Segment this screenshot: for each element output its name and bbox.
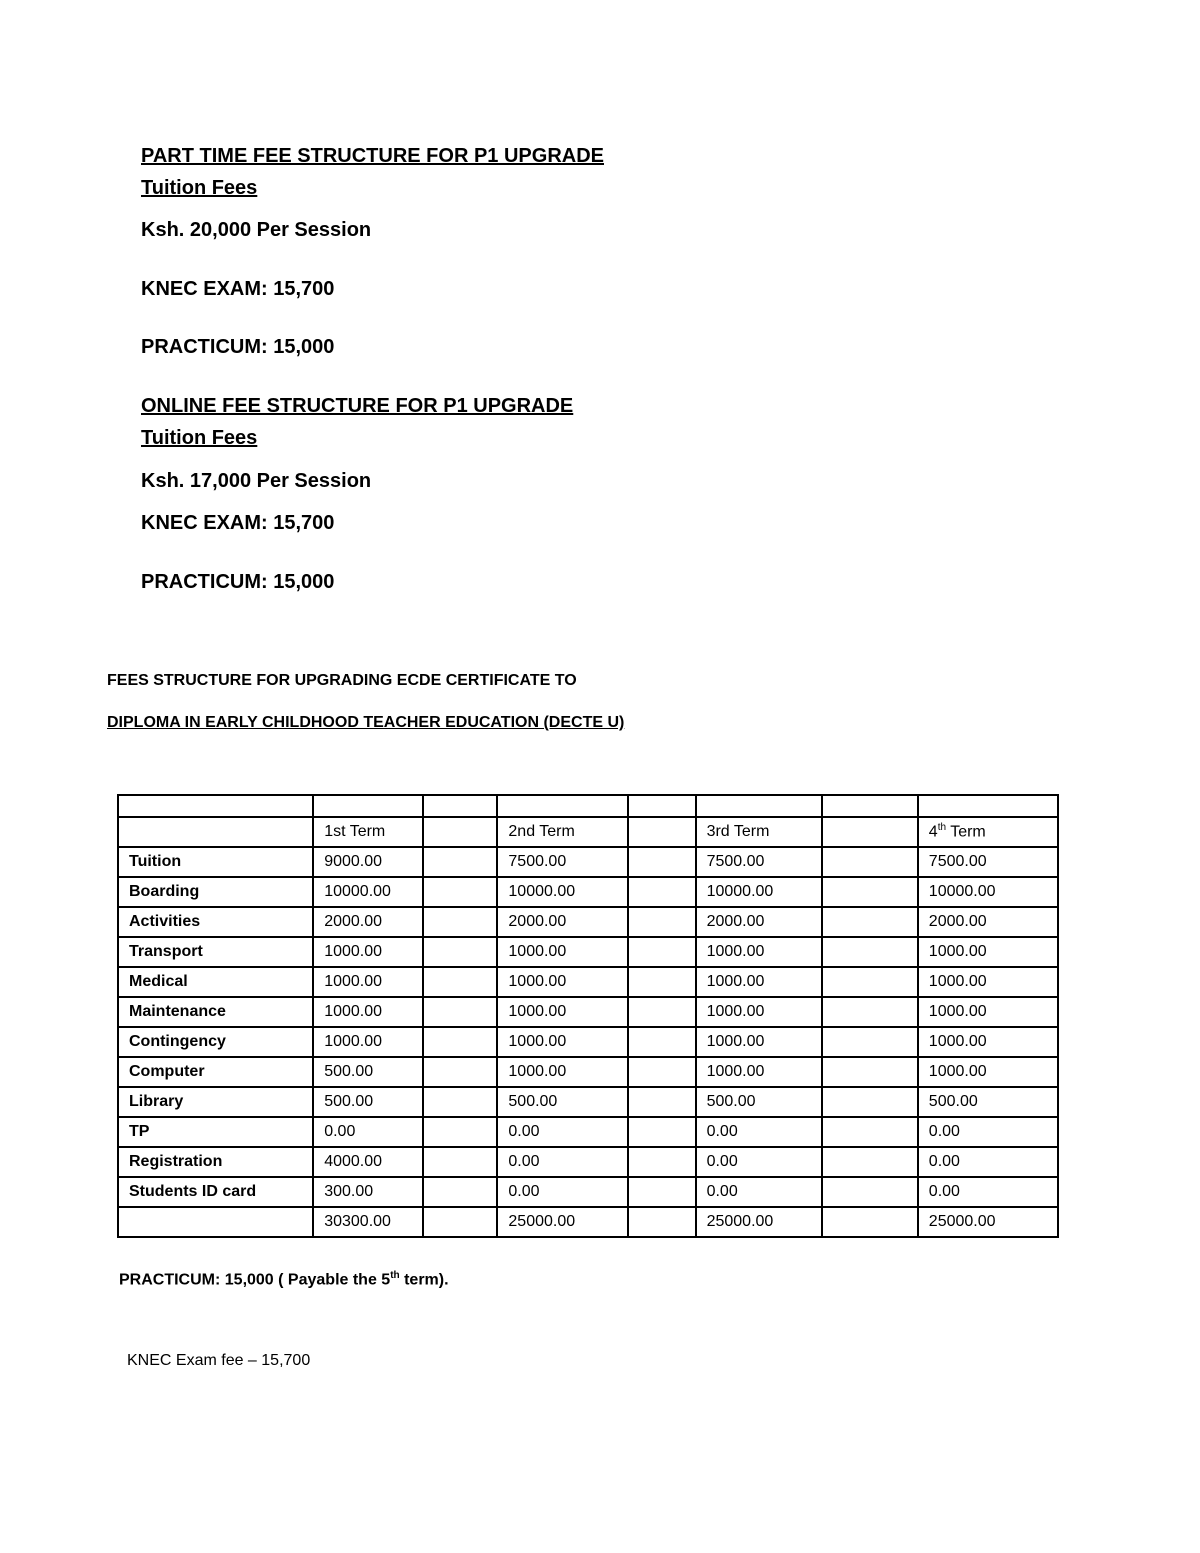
term-1-value: 10000.00 [313,877,423,907]
term-2-value: 2000.00 [497,907,627,937]
row-label: TP [118,1117,313,1147]
practicum-note: PRACTICUM: 15,000 ( Payable the 5th term). [119,1270,449,1289]
term-3-value: 1000.00 [696,967,822,997]
ecde-subtitle: DIPLOMA IN EARLY CHILDHOOD TEACHER EDUCATION (DECTE U) [107,714,625,731]
empty-cell [822,1147,918,1177]
empty-cell [628,1057,696,1087]
empty-cell [423,1027,497,1057]
term-3-value: 1000.00 [696,1027,822,1057]
term-2-value: 0.00 [497,1117,627,1147]
part-time-knec: KNEC EXAM: 15,700 [141,278,335,300]
empty-cell [628,1117,696,1147]
table-header-row [118,817,1058,847]
empty-cell [822,847,918,877]
table-row [118,967,1058,997]
empty-cell [822,967,918,997]
empty-cell [423,907,497,937]
term-2-value: 1000.00 [497,1027,627,1057]
empty-cell [628,847,696,877]
term-1-value: 4000.00 [313,1147,423,1177]
totals-row [118,1207,1058,1237]
term-2-value: 0.00 [497,1177,627,1207]
row-label: Activities [118,907,313,937]
term-3-value: 0.00 [696,1177,822,1207]
empty-cell [628,1207,696,1237]
term-3-value: 1000.00 [696,937,822,967]
term-2-value: 0.00 [497,1147,627,1177]
empty-cell [822,1057,918,1087]
row-label: Medical [118,967,313,997]
term-4-value: 1000.00 [918,967,1058,997]
table-row [118,1177,1058,1207]
empty-cell [423,1177,497,1207]
empty-cell [822,937,918,967]
term-4-value: 500.00 [918,1087,1058,1117]
term-4-value: 1000.00 [918,1027,1058,1057]
term-3-value: 0.00 [696,1117,822,1147]
table-row [118,907,1058,937]
term-1-value: 1000.00 [313,1027,423,1057]
term-3-total: 25000.00 [696,1207,822,1237]
fee-table [117,794,1059,1238]
online-knec: KNEC EXAM: 15,700 [141,512,335,534]
term-1-value: 0.00 [313,1117,423,1147]
term-3-value: 2000.00 [696,907,822,937]
empty-cell [423,1207,497,1237]
empty-cell [628,997,696,1027]
row-label: Registration [118,1147,313,1177]
term-4-value: 1000.00 [918,1057,1058,1087]
term-3-value: 0.00 [696,1147,822,1177]
term-2-value: 1000.00 [497,997,627,1027]
term-4-value: 0.00 [918,1177,1058,1207]
term-4-value: 7500.00 [918,847,1058,877]
table-row [118,1117,1058,1147]
row-label: Boarding [118,877,313,907]
row-label: Maintenance [118,997,313,1027]
row-label: Library [118,1087,313,1117]
empty-cell [628,1087,696,1117]
empty-cell [423,1057,497,1087]
term-2-value: 7500.00 [497,847,627,877]
table-row [118,877,1058,907]
online-practicum: PRACTICUM: 15,000 [141,571,335,593]
empty-cell [822,1027,918,1057]
online-subheading: Tuition Fees [141,427,258,449]
term-1-value: 2000.00 [313,907,423,937]
term-3-value: 500.00 [696,1087,822,1117]
row-label: Transport [118,937,313,967]
empty-cell [822,997,918,1027]
ecde-title: FEES STRUCTURE FOR UPGRADING ECDE CERTIFICATE TO [107,672,577,689]
term-4-value: 1000.00 [918,997,1058,1027]
table-row [118,1027,1058,1057]
term-1-value: 1000.00 [313,967,423,997]
table-row [118,937,1058,967]
empty-cell [822,877,918,907]
empty-cell [822,907,918,937]
empty-cell [628,1027,696,1057]
term-3-value: 7500.00 [696,847,822,877]
term-1-total: 30300.00 [313,1207,423,1237]
empty-cell [628,877,696,907]
part-time-practicum: PRACTICUM: 15,000 [141,336,335,358]
term-4-value: 0.00 [918,1147,1058,1177]
header-term-2: 2nd Term [497,817,627,847]
empty-cell [822,1207,918,1237]
table-row [118,997,1058,1027]
empty-cell [423,847,497,877]
term-1-value: 300.00 [313,1177,423,1207]
term-1-value: 9000.00 [313,847,423,877]
part-time-tuition: Ksh. 20,000 Per Session [141,219,372,241]
empty-cell [118,1207,313,1237]
row-label: Tuition [118,847,313,877]
term-1-value: 1000.00 [313,997,423,1027]
empty-cell [628,1177,696,1207]
empty-cell [822,1087,918,1117]
empty-cell [423,1087,497,1117]
table-row [118,847,1058,877]
empty-cell [822,1177,918,1207]
term-2-value: 1000.00 [497,1057,627,1087]
online-tuition: Ksh. 17,000 Per Session [141,470,372,492]
empty-cell [628,967,696,997]
term-3-value: 1000.00 [696,997,822,1027]
term-1-value: 500.00 [313,1057,423,1087]
term-2-value: 1000.00 [497,967,627,997]
empty-cell [423,1147,497,1177]
table-row [118,1057,1058,1087]
term-4-value: 2000.00 [918,907,1058,937]
empty-cell [423,997,497,1027]
header-term-4: 4th Term [918,817,1058,847]
table-row [118,1087,1058,1117]
online-heading: ONLINE FEE STRUCTURE FOR P1 UPGRADE [141,395,574,417]
term-4-value: 1000.00 [918,937,1058,967]
empty-cell [628,907,696,937]
term-2-value: 500.00 [497,1087,627,1117]
knec-note: KNEC Exam fee – 15,700 [127,1352,311,1369]
part-time-subheading: Tuition Fees [141,177,258,199]
term-4-value: 10000.00 [918,877,1058,907]
row-label: Students ID card [118,1177,313,1207]
term-2-value: 10000.00 [497,877,627,907]
term-2-total: 25000.00 [497,1207,627,1237]
empty-cell [423,877,497,907]
table-row [118,795,1058,817]
empty-cell [628,937,696,967]
term-1-value: 500.00 [313,1087,423,1117]
row-label: Computer [118,1057,313,1087]
term-2-value: 1000.00 [497,937,627,967]
header-term-3: 3rd Term [696,817,822,847]
empty-cell [423,1117,497,1147]
row-label: Contingency [118,1027,313,1057]
empty-cell [423,967,497,997]
term-4-value: 0.00 [918,1117,1058,1147]
table-row [118,1147,1058,1177]
empty-cell [628,1147,696,1177]
header-term-1: 1st Term [313,817,423,847]
part-time-heading: PART TIME FEE STRUCTURE FOR P1 UPGRADE [141,145,604,167]
term-4-total: 25000.00 [918,1207,1058,1237]
empty-cell [423,937,497,967]
empty-cell [822,1117,918,1147]
term-3-value: 10000.00 [696,877,822,907]
term-3-value: 1000.00 [696,1057,822,1087]
term-1-value: 1000.00 [313,937,423,967]
